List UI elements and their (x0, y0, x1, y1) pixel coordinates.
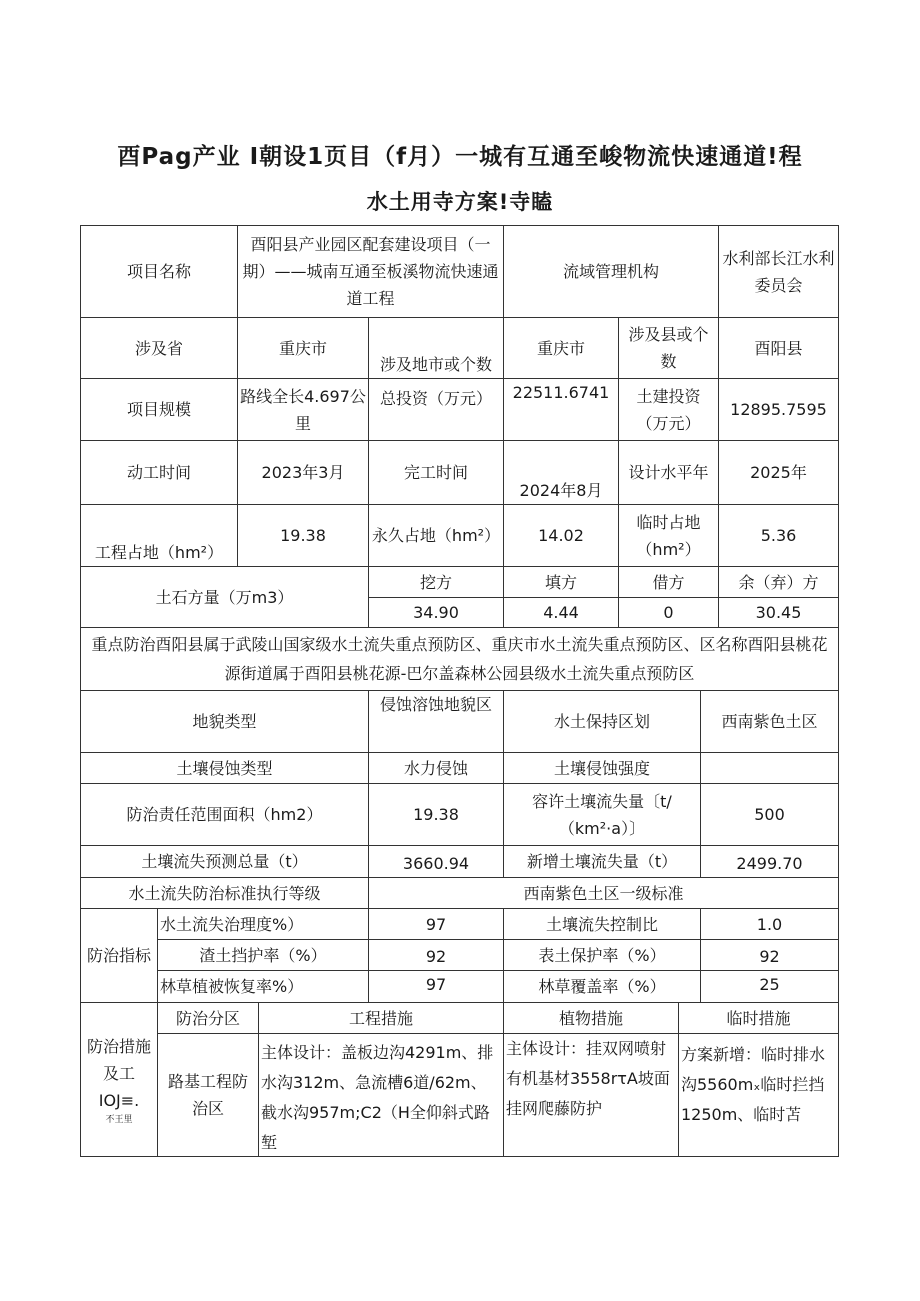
end-time-label: 完工时间 (368, 440, 504, 505)
indicator-value-5: 97 (368, 970, 504, 1003)
city-value: 重庆市 (503, 317, 619, 379)
measures-zone-value: 路基工程防治区 (157, 1033, 259, 1157)
measures-label-line2: 及工 (102, 1064, 135, 1083)
basin-authority-label: 流域管理机构 (503, 225, 719, 318)
indicator-label-4: 表土保护率（%） (503, 939, 701, 971)
measures-plant-value: 主体设计：挂双网喷射有机基材3558rτA坡面挂网爬藤防护 (503, 1033, 679, 1157)
soil-division-value: 西南紫色土区 (700, 690, 839, 753)
indicator-label-1: 水土流失治理度%） (157, 908, 369, 940)
measures-zone-header: 防治分区 (157, 1002, 259, 1034)
soil-division-label: 水土保持区划 (503, 690, 701, 753)
province-label: 涉及省 (80, 317, 238, 379)
responsibility-area-value: 19.38 (368, 783, 504, 846)
end-time-value: 2024年8月 (503, 440, 619, 505)
city-label: 涉及地市或个数 (368, 317, 504, 379)
indicator-label-6: 林草覆盖率（%） (503, 970, 701, 1003)
measures-label-line1: 防治措施 (86, 1037, 151, 1056)
indicator-label-2: 土壤流失控制比 (503, 908, 701, 940)
indicator-value-1: 97 (368, 908, 504, 940)
scale-value: 路线全长4.697公里 (237, 378, 369, 441)
measures-plant-header: 植物措施 (503, 1002, 679, 1034)
civil-investment-label: 土建投资（万元） (618, 378, 719, 441)
measures-label-line3: IOJ≡. (98, 1091, 140, 1110)
erosion-type-value: 水力侵蚀 (368, 752, 504, 784)
new-soil-loss-label: 新增土壤流失量（t） (503, 845, 701, 878)
basin-authority-value: 水利部长江水利委员会 (718, 225, 839, 318)
landform-value: 侵蚀溶蚀地貌区 (368, 690, 504, 753)
standard-level-label: 水土流失防治标准执行等级 (80, 877, 369, 909)
earthwork-fill-value: 4.44 (503, 597, 619, 628)
measures-engineering-header: 工程措施 (258, 1002, 504, 1034)
scale-label: 项目规模 (80, 378, 238, 441)
project-name-label: 项目名称 (80, 225, 238, 318)
measures-label (80, 1002, 158, 1157)
permanent-land-label: 永久占地（hm²） (368, 504, 504, 567)
earthwork-cut-value: 34.90 (368, 597, 504, 628)
predicted-soil-loss-value: 3660.94 (368, 845, 504, 878)
permanent-land-value: 14.02 (503, 504, 619, 567)
summary-table (80, 225, 839, 1157)
earthwork-cut-header: 挖方 (368, 566, 504, 598)
indicator-value-6: 25 (700, 970, 839, 1003)
indicator-value-4: 92 (700, 939, 839, 971)
earthwork-label: 土石方量（万m3） (80, 566, 369, 628)
document-title-line1: 酉Pag产业 Ⅰ朝设1页目（f月）一城有互通至峻物流快速通道!程 (117, 144, 803, 170)
earthwork-borrow-header: 借方 (618, 566, 719, 598)
measures-engineering-value: 主体设计：盖板边沟4291m、排水沟312m、急流槽6道/62m、截水沟957m;C2（H全仰斜式路堑 (258, 1033, 504, 1157)
landform-label: 地貌类型 (80, 690, 369, 753)
allowable-soil-loss-value: 500 (700, 783, 839, 846)
document-title-line2: 水土用寺方案!寺瞌 (366, 190, 554, 214)
temporary-land-label: 临时占地（hm²） (618, 504, 719, 567)
county-label: 涉及县或个数 (618, 317, 719, 379)
indicator-value-2: 1.0 (700, 908, 839, 940)
erosion-intensity-value (700, 752, 839, 784)
earthwork-borrow-value: 0 (618, 597, 719, 628)
standard-level-value: 西南紫色土区一级标准 (368, 877, 839, 909)
indicator-value-3: 92 (368, 939, 504, 971)
earthwork-spoil-header: 余（弃）方 (718, 566, 839, 598)
investment-label: 总投资（万元） (368, 378, 504, 441)
design-year-value: 2025年 (718, 440, 839, 505)
earthwork-fill-header: 填方 (503, 566, 619, 598)
erosion-type-label: 土壤侵蚀类型 (80, 752, 369, 784)
design-year-label: 设计水平年 (618, 440, 719, 505)
new-soil-loss-value: 2499.70 (700, 845, 839, 878)
indicator-label-5: 林草植被恢复率%） (157, 970, 369, 1003)
project-name-value: 酉阳县产业园区配套建设项目（一期）——城南互通至板溪物流快速通道工程 (237, 225, 504, 318)
start-time-label: 动工时间 (80, 440, 238, 505)
allowable-soil-loss-label: 容许土壤流失量〔t/（km²·a）〕 (503, 783, 701, 846)
land-area-value: 19.38 (237, 504, 369, 567)
temporary-land-value: 5.36 (718, 504, 839, 567)
key-prevention-zone-text: 重点防治酉阳县属于武陵山国家级水土流失重点预防区、重庆市水土流失重点预防区、区名称酉阳县桃花源街道属于酉阳县桃花源-巴尔盖森林公园县级水土流失重点预防区 (80, 627, 839, 691)
land-area-label: 工程占地（hm²） (80, 504, 238, 567)
civil-investment-value: 12895.7595 (718, 378, 839, 441)
responsibility-area-label: 防治责任范围面积（hm2） (80, 783, 369, 846)
investment-value: 22511.6741 (503, 378, 619, 441)
earthwork-spoil-value: 30.45 (718, 597, 839, 628)
indicators-label: 防治指标 (80, 908, 158, 1003)
start-time-value: 2023年3月 (237, 440, 369, 505)
erosion-intensity-label: 土壤侵蚀强度 (503, 752, 701, 784)
predicted-soil-loss-label: 土壤流失预测总量（t） (80, 845, 369, 878)
measures-temporary-value: 方案新增：临时排水沟5560mₓ临时拦挡1250m、临时苫 (678, 1033, 839, 1157)
indicator-label-3: 渣土挡护率（%） (157, 939, 369, 971)
measures-temporary-header: 临时措施 (678, 1002, 839, 1034)
measures-label-line4: 不王里 (105, 1115, 133, 1125)
province-value: 重庆市 (237, 317, 369, 379)
county-value: 酉阳县 (718, 317, 839, 379)
